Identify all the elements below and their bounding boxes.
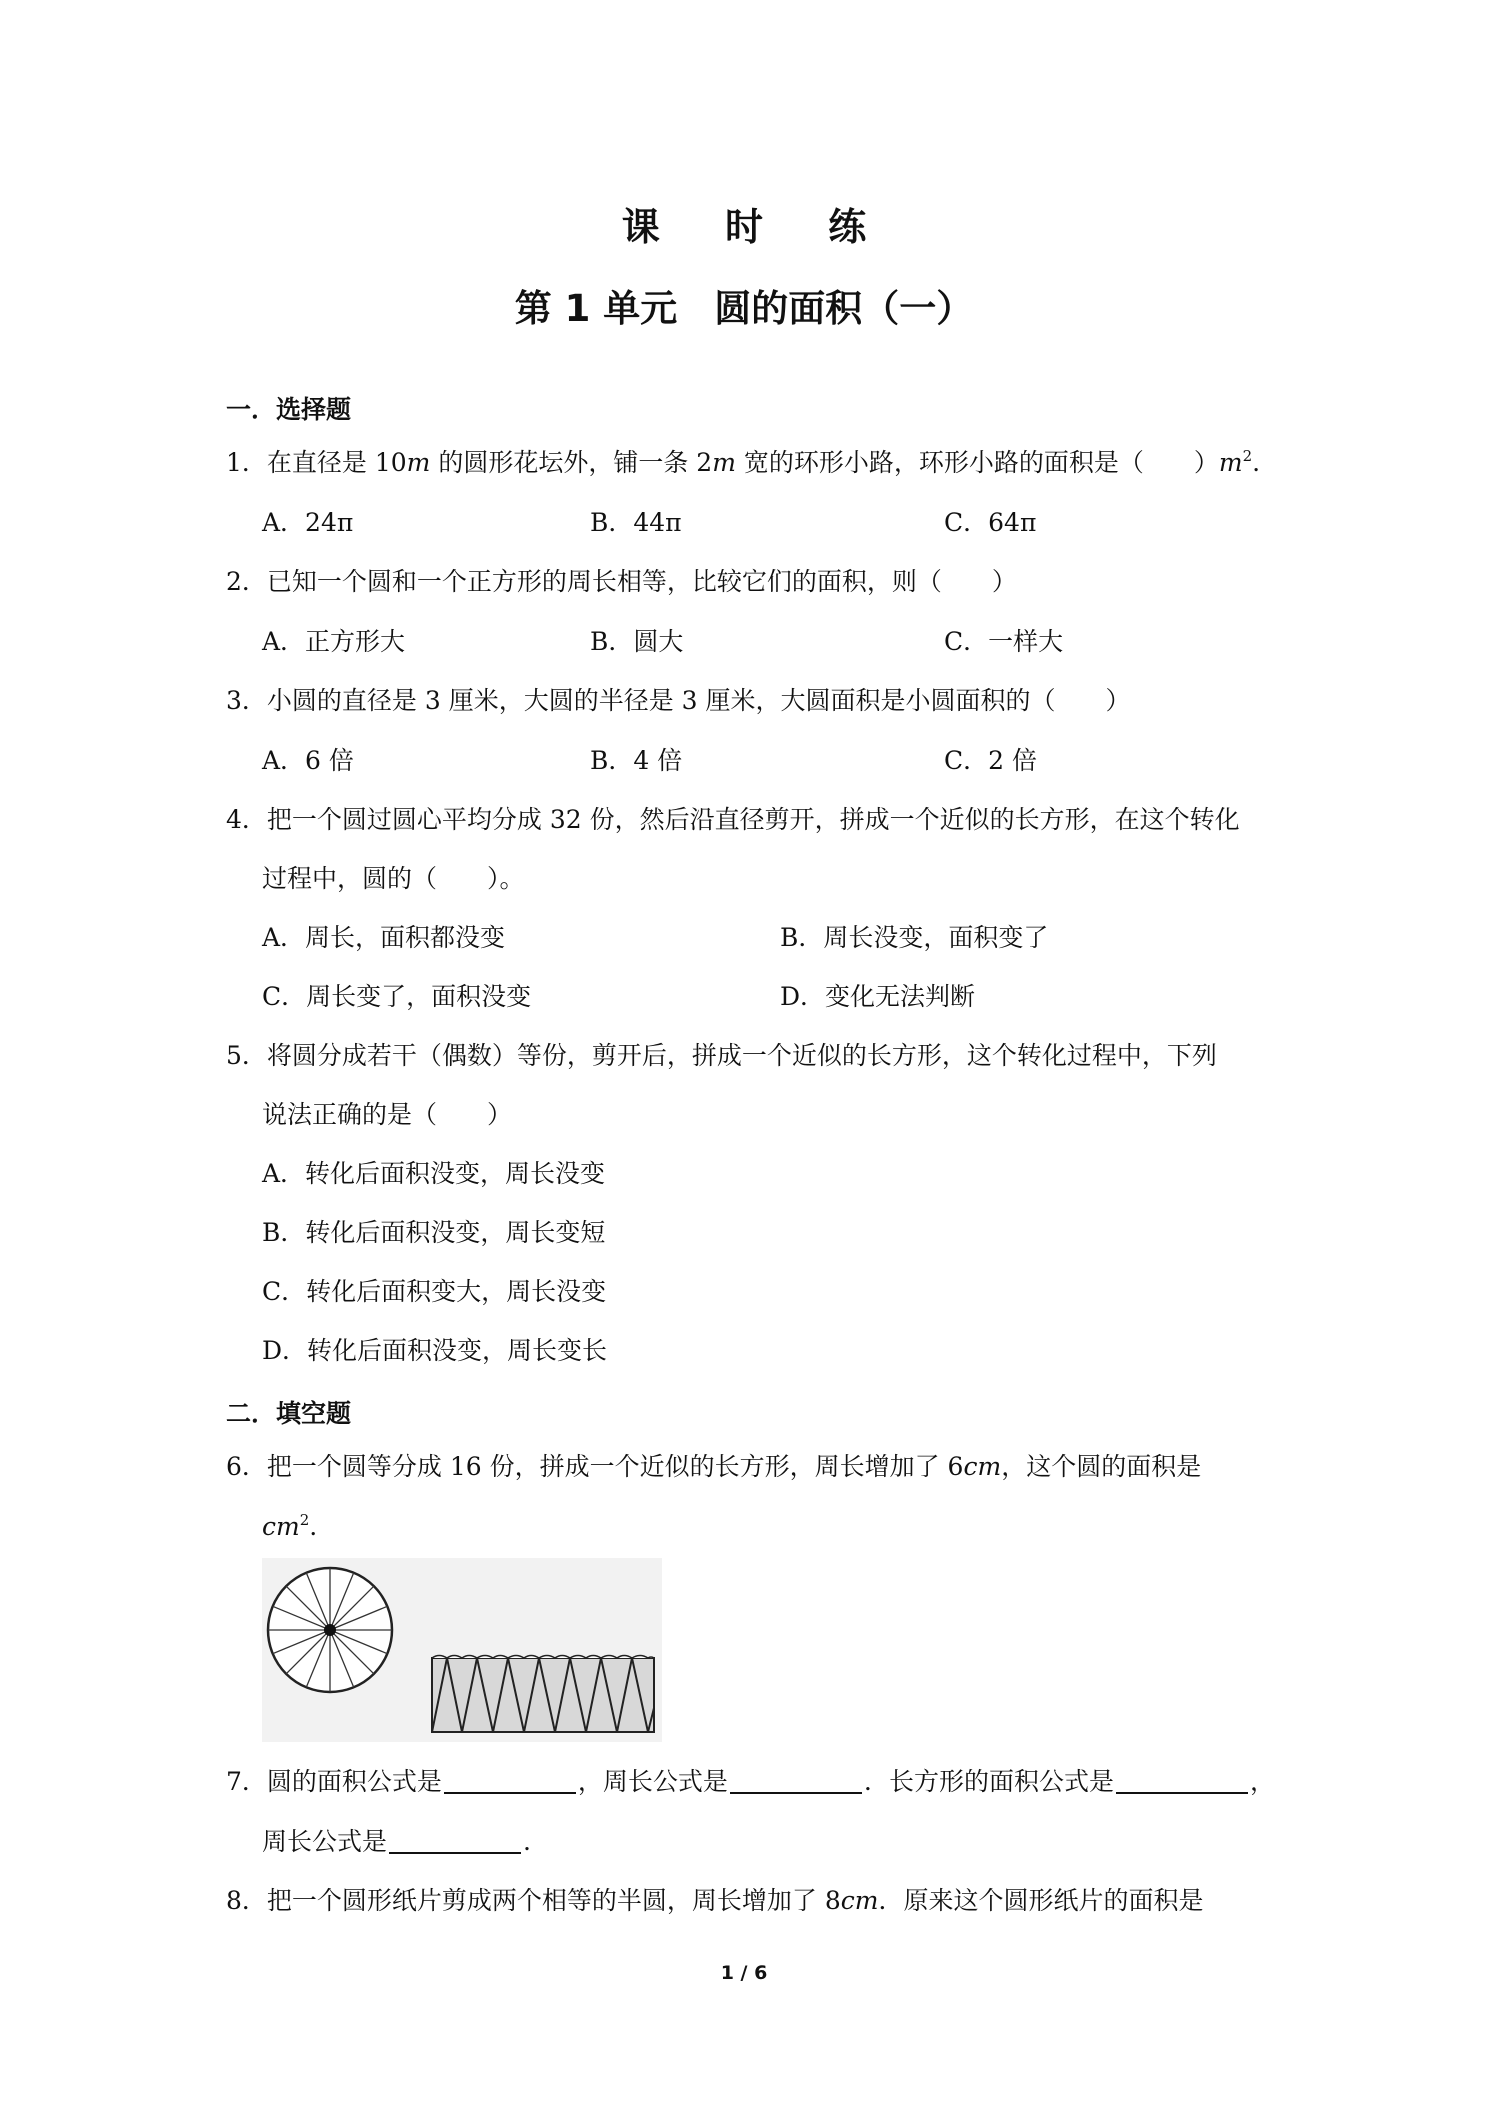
q3-option-a: A．6 倍 [262, 746, 354, 775]
question-2 [226, 565, 1017, 599]
section-choice-title: 一．选择题 [226, 395, 352, 424]
q3-option-c: C．2 倍 [944, 746, 1037, 775]
circle-to-rectangle-figure [262, 1558, 662, 1742]
question-number: 4． [226, 805, 267, 834]
rearranged-rectangle [432, 1656, 654, 1733]
question-5-line-2: 说法正确的是（ ） [262, 1100, 513, 1129]
question-1: 1．在直径是 10m 的圆形花坛外，铺一条 2m 宽的环形小路，环形小路的面积是（ ）$m^2$. [226, 447, 1261, 477]
answer-blank[interactable] [730, 1768, 862, 1794]
q4-option-b: B．周长没变，面积变了 [780, 923, 1049, 952]
question-text: 小圆的直径是 3 厘米，大圆的半径是 3 厘米，大圆面积是小圆面积的（ ） [266, 686, 1131, 715]
question-text: 在直径是 10 [266, 448, 407, 477]
section-fill-title: 二．填空题 [226, 1399, 352, 1428]
question-4-line-2: 过程中，圆的（ ）。 [262, 864, 525, 893]
q5-option-c: C．转化后面积变大，周长没变 [262, 1277, 607, 1306]
question-number: 8． [226, 1886, 267, 1915]
q5-option-d: D．转化后面积没变，周长变长 [262, 1336, 608, 1365]
question-6-line-2: $cm^2$. [262, 1511, 318, 1541]
question-6: 6．把一个圆等分成 16 份，拼成一个近似的长方形，周长增加了 6cm，这个圆的面积是 [226, 1452, 1202, 1481]
q1-option-b: B．44π [590, 508, 682, 537]
question-7: 7．圆的面积公式是 ，周长公式是 ．长方形的面积公式是 ， [226, 1767, 1275, 1796]
page-title: 课 时 练 [621, 205, 893, 249]
question-8: 8．把一个圆形纸片剪成两个相等的半圆，周长增加了 8cm．原来这个圆形纸片的面积是 [226, 1886, 1204, 1915]
question-7-line-2: 周长公式是 . [262, 1827, 531, 1856]
q5-option-b: B．转化后面积没变，周长变短 [262, 1218, 606, 1247]
question-number: 6． [226, 1452, 267, 1481]
question-3 [226, 684, 1131, 718]
q5-option-a: A．转化后面积没变，周长没变 [262, 1159, 606, 1188]
q2-option-b: B．圆大 [590, 627, 684, 656]
question-number: 7． [226, 1767, 267, 1796]
q4-option-a: A．周长，面积都没变 [262, 923, 506, 952]
question-text: 把一个圆等分成 16 份，拼成一个近似的长方形，周长增加了 6 [266, 1452, 964, 1481]
question-text: 把一个圆过圆心平均分成 32 份，然后沿直径剪开，拼成一个近似的长方形，在这个转化 [266, 805, 1240, 834]
answer-blank[interactable] [389, 1828, 521, 1854]
question-5 [226, 1039, 1217, 1073]
divided-circle [268, 1568, 392, 1692]
page-subtitle: 第 1 单元 圆的面积（一） [514, 287, 974, 330]
q1-option-a: A．24π [262, 508, 354, 537]
answer-blank[interactable] [444, 1768, 576, 1794]
question-number: 1． [226, 448, 267, 477]
q3-option-b: B．4 倍 [590, 746, 683, 775]
answer-blank[interactable] [1116, 1768, 1248, 1794]
question-text: 已知一个圆和一个正方形的周长相等，比较它们的面积，则（ ） [266, 567, 1017, 596]
q2-option-a: A．正方形大 [262, 627, 406, 656]
q1-option-c: C．64π [944, 508, 1037, 537]
circle-rectangle-diagram [262, 1558, 662, 1742]
q4-option-c: C．周长变了，面积没变 [262, 982, 532, 1011]
q2-option-c: C．一样大 [944, 627, 1064, 656]
page-number: 1 / 6 [720, 1962, 768, 1984]
question-number: 3． [226, 686, 267, 715]
question-number: 2． [226, 567, 267, 596]
q4-option-d: D．变化无法判断 [780, 982, 976, 1011]
question-4 [226, 803, 1240, 837]
question-number: 5． [226, 1041, 267, 1070]
question-text: 将圆分成若干（偶数）等份，剪开后，拼成一个近似的长方形，这个转化过程中，下列 [266, 1041, 1217, 1070]
